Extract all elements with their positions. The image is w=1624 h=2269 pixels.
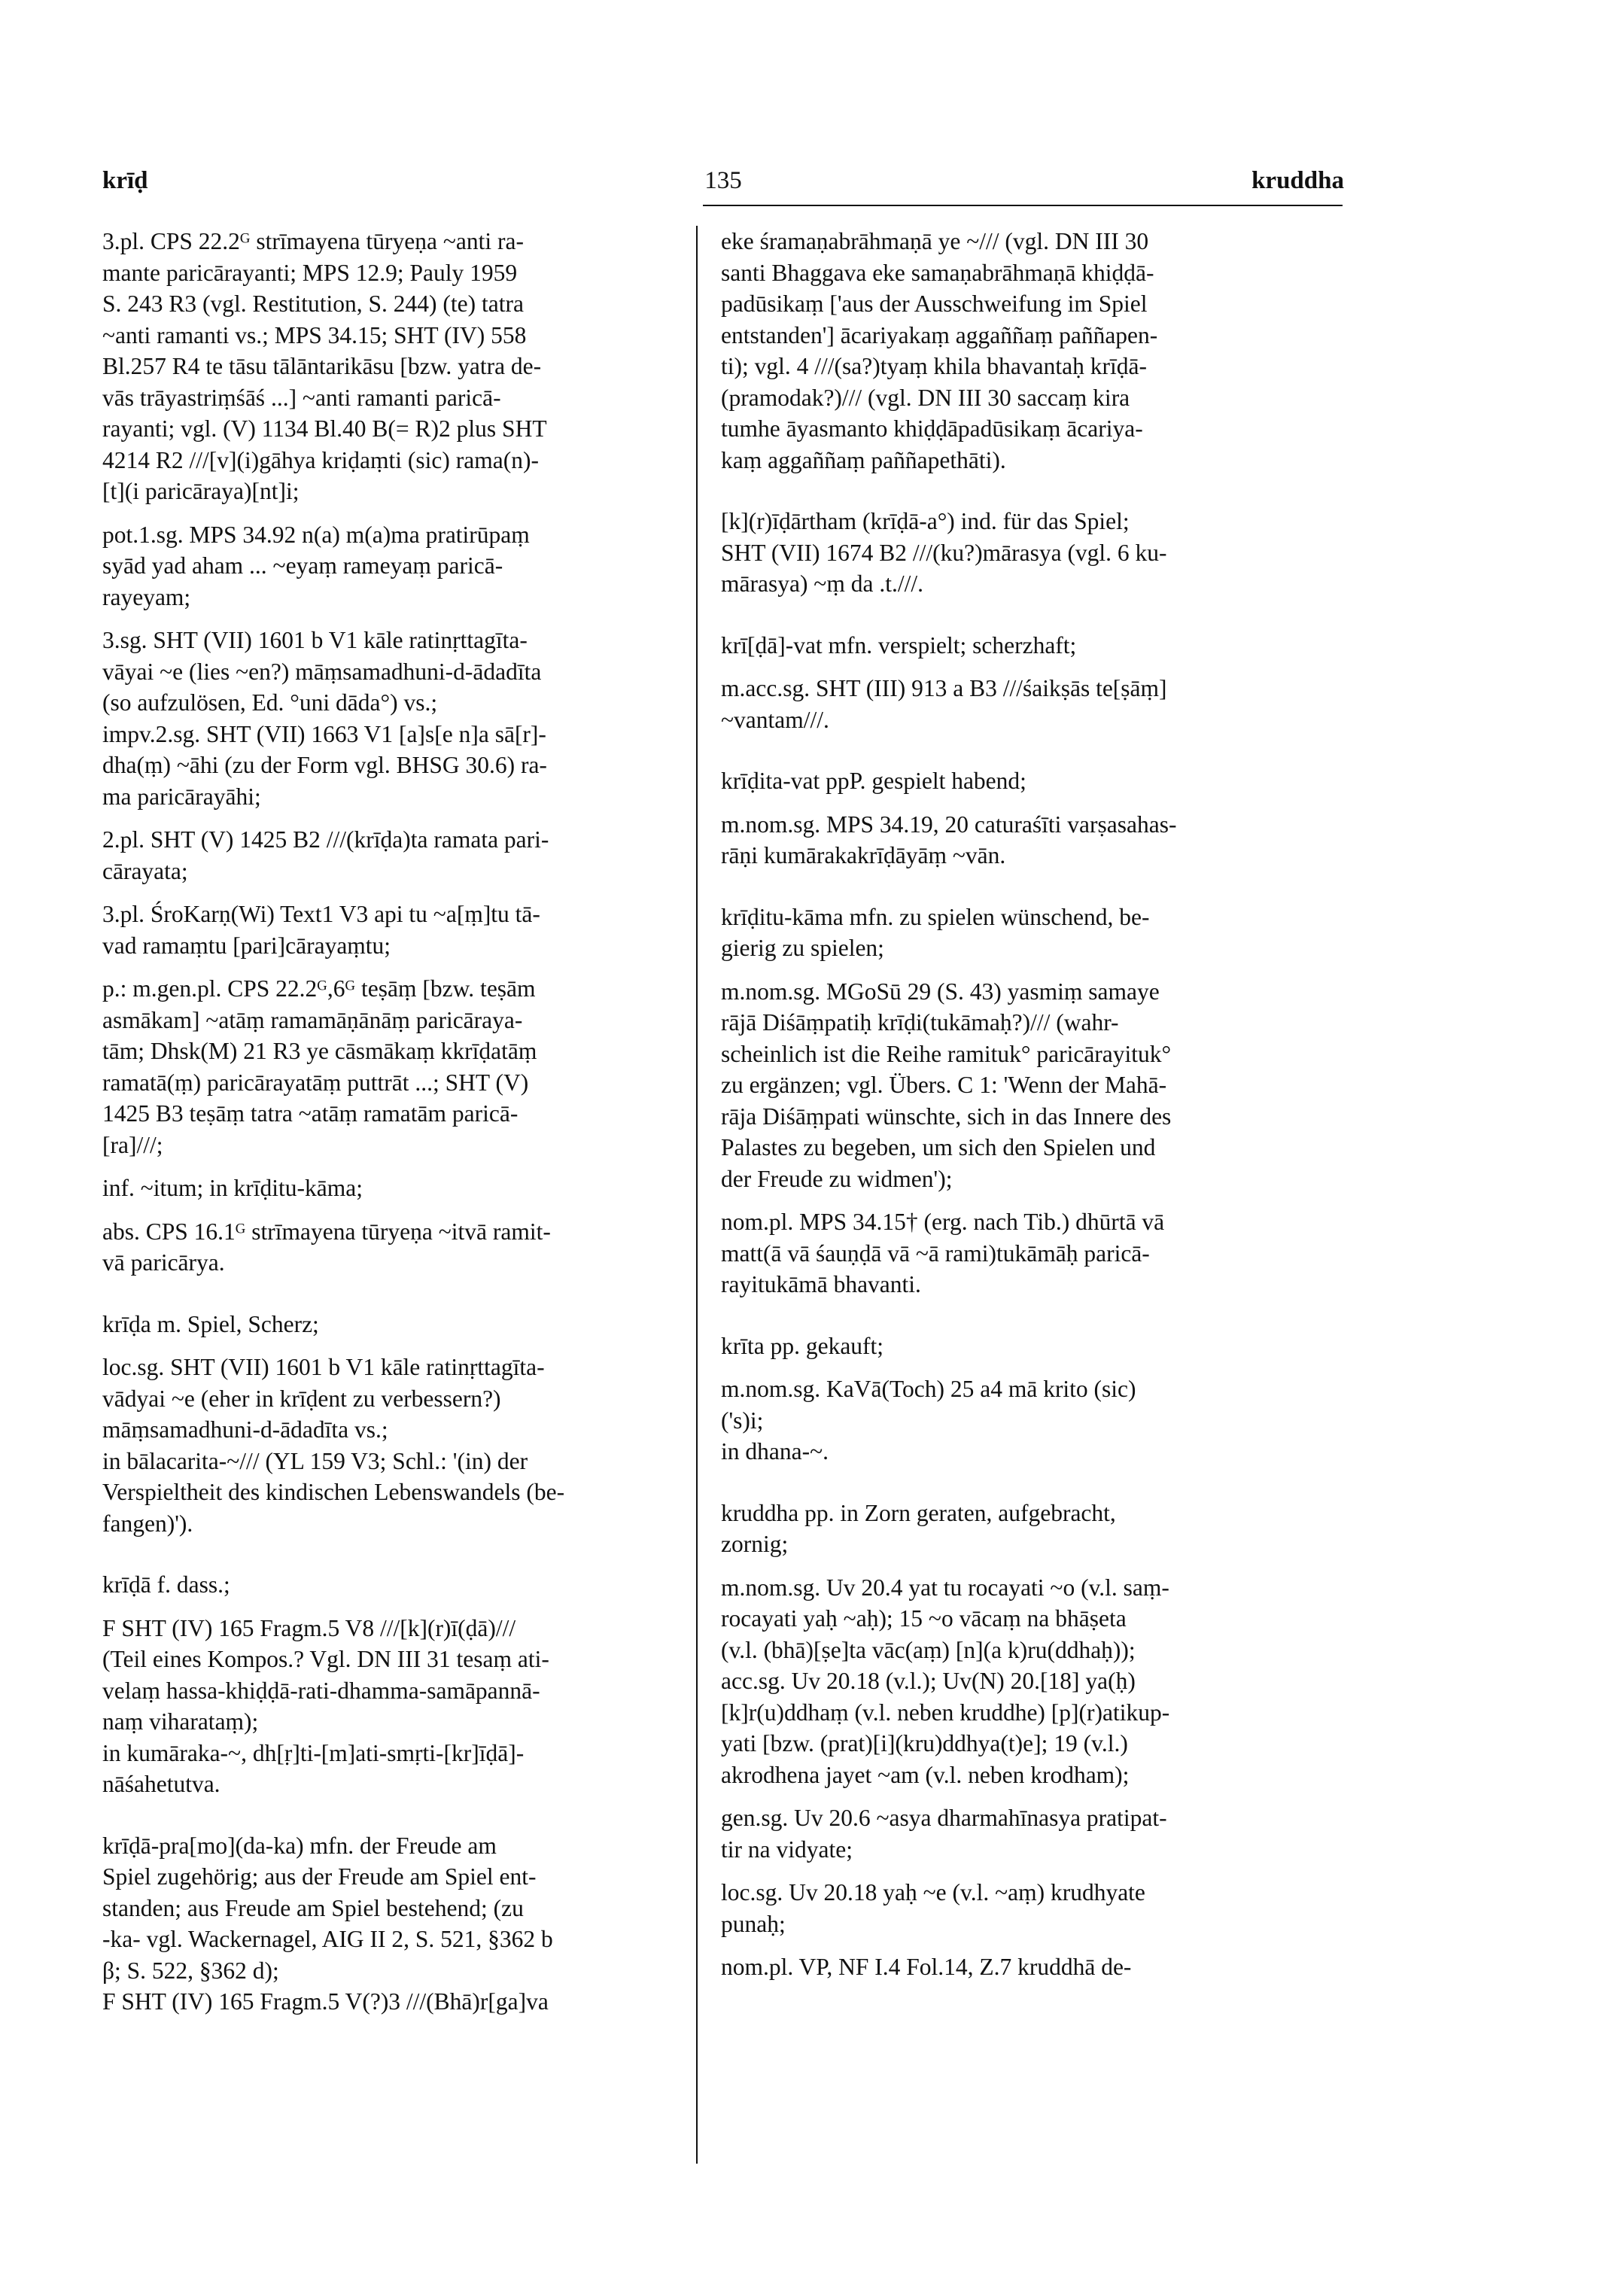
text-line: naṃ viharataṃ); [102, 1708, 259, 1735]
text-line: santi Bhaggava eke samaṇabrāhmaṇā khiḍḍā- [721, 259, 1154, 286]
text-line: 3.pl. CPS 22.2ᴳ strīmayena tūryeṇa ~anti ra- [102, 228, 524, 254]
text-line: nom.pl. MPS 34.15† (erg. nach Tib.) dhūrtā vā [721, 1209, 1165, 1235]
text-line: yati [bzw. (prat)[i](kru)ddhya(t)e]; 19 (v.l.) [721, 1730, 1128, 1756]
line-gap [102, 507, 674, 519]
text-line: in bālacarita-~/// (YL 159 V3; Schl.: '(in) der [102, 1447, 528, 1474]
text-line: zu ergänzen; vgl. Übers. C 1: 'Wenn der Mahā- [721, 1072, 1167, 1098]
text-line: asmākam] ~atāṃ ramamāṇānāṃ paricāraya- [102, 1006, 523, 1033]
text-line: standen; aus Freude am Spiel bestehend; (zu [102, 1894, 524, 1921]
line-gap [721, 1560, 1346, 1572]
column-divider [696, 226, 698, 2164]
text-line: loc.sg. Uv 20.18 yaḥ ~e (v.l. ~aṃ) krudhyate [721, 1879, 1145, 1906]
entry-gap [721, 871, 1346, 902]
line-gap [102, 1601, 674, 1613]
line-gap [102, 961, 674, 973]
line-gap [721, 1939, 1346, 1951]
text-line: ti); vgl. 4 ///(sa?)tyaṃ khila bhavantaḥ krīḍā- [721, 353, 1147, 379]
right-column [721, 226, 1346, 1983]
line-gap [721, 797, 1346, 809]
text-line: ma paricārayāhi; [102, 783, 261, 810]
text-line: F SHT (IV) 165 Fragm.5 V(?)3 ///(Bhā)r[ga]va [102, 1988, 549, 2015]
entry-headword-line: krīḍitu-kāma mfn. zu spielen wünschend, be- [721, 903, 1150, 930]
text-line: kaṃ aggaññaṃ paññapethāti). [721, 446, 1006, 473]
text-line: loc.sg. SHT (VII) 1601 b V1 kāle ratinṛttagīta- [102, 1354, 545, 1380]
left-column [102, 226, 674, 2018]
header-left-headword: krīḍ [102, 167, 148, 194]
line-gap [721, 1865, 1346, 1877]
text-line: in kumāraka-~, dh[ṛ]ti-[m]ati-smṛti-[kr]īḍā]- [102, 1739, 525, 1766]
line-gap [721, 1361, 1346, 1373]
text-line: ~vantam///. [721, 706, 829, 733]
text-line: rocayati yaḥ ~aḥ); 15 ~o vācaṃ na bhāṣeta [721, 1605, 1127, 1632]
text-line: (v.l. (bhā)[ṣe]ta vāc(aṃ) [n](a k)ru(ddhaḥ)); [721, 1636, 1136, 1663]
text-line: entstanden'] ācariyakaṃ aggaññaṃ paññapen- [721, 321, 1158, 348]
line-gap [721, 1194, 1346, 1206]
text-line: rayeyam; [102, 583, 191, 610]
text-line: zornig; [721, 1531, 789, 1557]
text-line: m.nom.sg. KaVā(Toch) 25 a4 mā krito (sic) [721, 1376, 1136, 1402]
text-line: māṃsamadhuni-d-ādadīta vs.; [102, 1416, 388, 1443]
entry-headword-line: krī[ḍā]-vat mfn. verspielt; scherzhaft; [721, 631, 1077, 658]
running-header [102, 167, 1344, 205]
line-gap [102, 887, 674, 899]
text-line: padūsikaṃ ['aus der Ausschweifung im Spiel [721, 290, 1148, 317]
text-line: F SHT (IV) 165 Fragm.5 V8 ///[k](r)ī(ḍā)/// [102, 1614, 516, 1641]
text-line: S. 243 R3 (vgl. Restitution, S. 244) (te) tatra [102, 290, 524, 317]
text-line: vās trāyastriṃśāś ...] ~anti ramanti paricā- [102, 384, 501, 411]
text-line: rayitukāmā bhavanti. [721, 1271, 921, 1297]
line-gap [721, 964, 1346, 976]
text-line: 3.sg. SHT (VII) 1601 b V1 kāle ratinṛttagīta- [102, 627, 528, 653]
entry-headword-line: [k](r)īḍārtham (krīḍā-a°) ind. für das Spiel; [721, 508, 1130, 534]
text-line: mārasya) ~ṃ da .t.///. [721, 570, 923, 597]
text-line: nāśahetutva. [102, 1771, 220, 1797]
text-line: SHT (VII) 1674 B2 ///(ku?)mārasya (vgl. 6 ku- [721, 539, 1167, 566]
text-line: tām; Dhsk(M) 21 R3 ye cāsmākaṃ kkrīḍatāṃ [102, 1038, 537, 1064]
text-line: Spiel zugehörig; aus der Freude am Spiel ent- [102, 1863, 537, 1890]
text-line: m.nom.sg. MGoSū 29 (S. 43) yasmiṃ samaye [721, 978, 1160, 1005]
text-line: der Freude zu widmen'); [721, 1165, 953, 1192]
entry-gap [102, 1279, 674, 1309]
line-gap [721, 661, 1346, 673]
text-line: tir na vidyate; [721, 1836, 853, 1863]
text-line: (Teil eines Kompos.? Vgl. DN III 31 tesaṃ ati- [102, 1646, 549, 1672]
text-line: matt(ā vā śauṇḍā vā ~ā rami)tukāmāḥ paricā- [721, 1239, 1150, 1267]
text-line: -ka- vgl. Wackernagel, AIG II 2, S. 521, §362 b [102, 1926, 553, 1952]
line-gap [102, 1160, 674, 1173]
entry-gap [721, 600, 1346, 630]
text-line: m.nom.sg. MPS 34.19, 20 caturaśīti varṣasahas- [721, 811, 1177, 838]
text-line: abs. CPS 16.1ᴳ strīmayena tūryeṇa ~itvā ramit- [102, 1218, 551, 1245]
text-line: eke śramaṇabrāhmaṇā ye ~/// (vgl. DN III 30 [721, 228, 1149, 254]
line-gap [102, 812, 674, 824]
text-line: m.nom.sg. Uv 20.4 yat tu rocayati ~o (v.l. saṃ- [721, 1574, 1169, 1601]
text-line: nom.pl. VP, NF I.4 Fol.14, Z.7 kruddhā de- [721, 1954, 1132, 1980]
text-line: Bl.257 R4 te tāsu tālāntarikāsu [bzw. yatra de- [102, 353, 542, 379]
entry-gap [721, 476, 1346, 506]
text-line: impv.2.sg. SHT (VII) 1663 V1 [a]s[e n]a sā[r]- [102, 720, 546, 747]
text-line: 4214 R2 ///[v](i)gāhya kriḍaṃti (sic) rama(n)- [102, 446, 539, 473]
entry-headword-line: krīḍita-vat ppP. gespielt habend; [721, 768, 1026, 794]
text-line: tumhe āyasmanto khiḍḍāpadūsikaṃ ācariya- [721, 415, 1143, 442]
text-line: punaḥ; [721, 1910, 786, 1937]
entry-headword-line: kruddha pp. in Zorn geraten, aufgebracht, [721, 1499, 1116, 1526]
text-line: velaṃ hassa-khiḍḍā-rati-dhamma-samāpannā- [102, 1677, 540, 1704]
text-line: gierig zu spielen; [721, 935, 884, 961]
entry-gap [721, 735, 1346, 765]
text-line: [k]r(u)ddhaṃ (v.l. neben kruddhe) [p](r)atikup- [721, 1699, 1170, 1726]
entry-headword-line: krīta pp. gekauft; [721, 1332, 884, 1359]
text-line: 3.pl. ŚroKarṇ(Wi) Text1 V3 api tu ~a[ṃ]tu tā- [102, 901, 540, 927]
text-line: cārayata; [102, 857, 188, 884]
text-line: p.: m.gen.pl. CPS 22.2ᴳ,6ᴳ teṣāṃ [bzw. teṣām [102, 975, 536, 1002]
text-line: inf. ~itum; in krīḍitu-kāma; [102, 1175, 363, 1201]
header-right-headword: kruddha [1251, 167, 1344, 194]
text-line: rāja Diśāṃpati wünschte, sich in das Innere des [721, 1103, 1172, 1130]
entry-gap [102, 1539, 674, 1569]
text-line: ramatā(ṃ) paricārayatāṃ puttrāt ...; SHT (V) [102, 1069, 529, 1096]
text-line: vādyai ~e (eher in krīḍent zu verbessern?) [102, 1385, 501, 1412]
text-line: ~anti ramanti vs.; MPS 34.15; SHT (IV) 558 [102, 321, 527, 348]
text-line: rayanti; vgl. (V) 1134 Bl.40 B(= R)2 plus SHT [102, 415, 547, 442]
text-line: rājā Diśāṃpatiḥ krīḍi(tukāmaḥ?)/// (wahr- [721, 1009, 1119, 1036]
line-gap [721, 1790, 1346, 1802]
line-gap [102, 1340, 674, 1352]
text-line: rāṇi kumārakakrīḍāyāṃ ~vān. [721, 842, 1006, 868]
text-line: (so aufzulösen, Ed. °uni dāda°) vs.; [102, 689, 438, 716]
entry-gap [721, 1468, 1346, 1498]
text-line: dha(ṃ) ~āhi (zu der Form vgl. BHSG 30.6) ra- [102, 752, 547, 778]
text-line: vā paricārya. [102, 1249, 225, 1276]
text-line: Verspieltheit des kindischen Lebenswandels (be- [102, 1479, 565, 1505]
text-line: m.acc.sg. SHT (III) 913 a B3 ///śaikṣās te[ṣāṃ] [721, 675, 1167, 701]
text-line: mante paricārayanti; MPS 12.9; Pauly 1959 [102, 259, 518, 286]
text-line: [t](i paricāraya)[nt]i; [102, 478, 300, 504]
line-gap [102, 1204, 674, 1216]
text-line: 1425 B3 teṣāṃ tatra ~atāṃ ramatām paricā- [102, 1100, 519, 1127]
text-line: akrodhena jayet ~am (v.l. neben krodham); [721, 1761, 1130, 1788]
text-line: Palastes zu begeben, um sich den Spielen und [721, 1134, 1156, 1160]
entry-gap [721, 1300, 1346, 1331]
text-line: [ra]///; [102, 1131, 163, 1158]
text-line: 2.pl. SHT (V) 1425 B2 ///(krīḍa)ta ramata pari- [102, 826, 549, 853]
entry-headword-line: krīḍa m. Spiel, Scherz; [102, 1310, 319, 1337]
text-line: pot.1.sg. MPS 34.92 n(a) m(a)ma pratirūpaṃ [102, 521, 530, 548]
text-line: (pramodak?)/// (vgl. DN III 30 saccaṃ kira [721, 384, 1130, 411]
page-number: 135 [704, 167, 742, 194]
text-line: vāyai ~e (lies ~en?) māṃsamadhuni-d-ādadīta [102, 658, 542, 685]
entry-headword-line: krīḍā-pra[mo](da-ka) mfn. der Freude am [102, 1832, 497, 1859]
text-line: in dhana-~. [721, 1438, 829, 1465]
text-line: β; S. 522, §362 d); [102, 1957, 279, 1984]
entry-gap [102, 1800, 674, 1830]
header-rule [703, 205, 1343, 206]
text-line: fangen)'). [102, 1510, 193, 1537]
entry-headword-line: krīḍā f. dass.; [102, 1571, 230, 1598]
text-line: ('s)i; [721, 1407, 764, 1434]
text-line: syād yad aham ... ~eyaṃ rameyaṃ paricā- [102, 552, 503, 579]
text-line: scheinlich ist die Reihe ramituk° paricārayituk° [721, 1040, 1172, 1067]
text-line: gen.sg. Uv 20.6 ~asya dharmahīnasya pratipat- [721, 1805, 1167, 1831]
text-line: acc.sg. Uv 20.18 (v.l.); Uv(N) 20.[18] ya(ḥ) [721, 1668, 1136, 1694]
line-gap [102, 613, 674, 625]
text-line: vad ramaṃtu [pari]cārayaṃtu; [102, 932, 391, 959]
